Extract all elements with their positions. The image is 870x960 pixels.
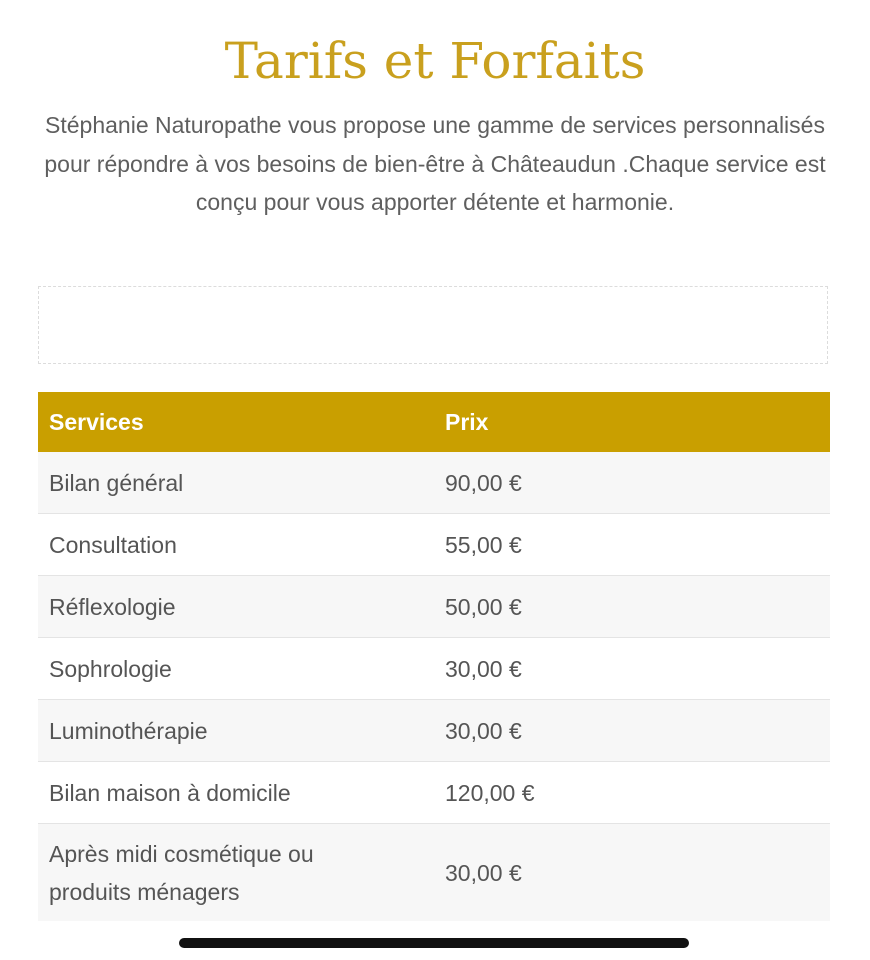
empty-content-placeholder bbox=[38, 286, 828, 364]
service-price: 55,00 € bbox=[434, 514, 830, 576]
service-price: 90,00 € bbox=[434, 452, 830, 514]
column-header-services: Services bbox=[38, 392, 434, 452]
table-row bbox=[38, 762, 830, 824]
table-row bbox=[38, 576, 830, 638]
table-row bbox=[38, 824, 830, 922]
service-name: Réflexologie bbox=[38, 576, 434, 638]
service-name: Consultation bbox=[38, 514, 434, 576]
intro-text: Stéphanie Naturopathe vous propose une gamme de services personnalisés pour répondre à vos besoins de bien-être à Châteaudun .Chaque service est conçu pour vous apporter détente et harmonie. bbox=[44, 112, 826, 215]
service-price: 30,00 € bbox=[434, 638, 830, 700]
table-row bbox=[38, 514, 830, 576]
service-name: Luminothérapie bbox=[38, 700, 434, 762]
service-name: Sophrologie bbox=[38, 638, 434, 700]
service-price: 30,00 € bbox=[434, 824, 830, 922]
pricing-table bbox=[38, 392, 830, 921]
table-row bbox=[38, 700, 830, 762]
page-title: Tarifs et Forfaits bbox=[224, 32, 646, 90]
service-name: Après midi cosmétique ou produits ménagers bbox=[38, 824, 434, 922]
service-price: 50,00 € bbox=[434, 576, 830, 638]
service-price: 120,00 € bbox=[434, 762, 830, 824]
table-header-row bbox=[38, 392, 830, 452]
service-price: 30,00 € bbox=[434, 700, 830, 762]
column-header-price: Prix bbox=[434, 392, 830, 452]
service-name: Bilan maison à domicile bbox=[38, 762, 434, 824]
home-indicator-bar[interactable] bbox=[179, 938, 689, 948]
table-row bbox=[38, 638, 830, 700]
service-name: Bilan général bbox=[38, 452, 434, 514]
table-row bbox=[38, 452, 830, 514]
